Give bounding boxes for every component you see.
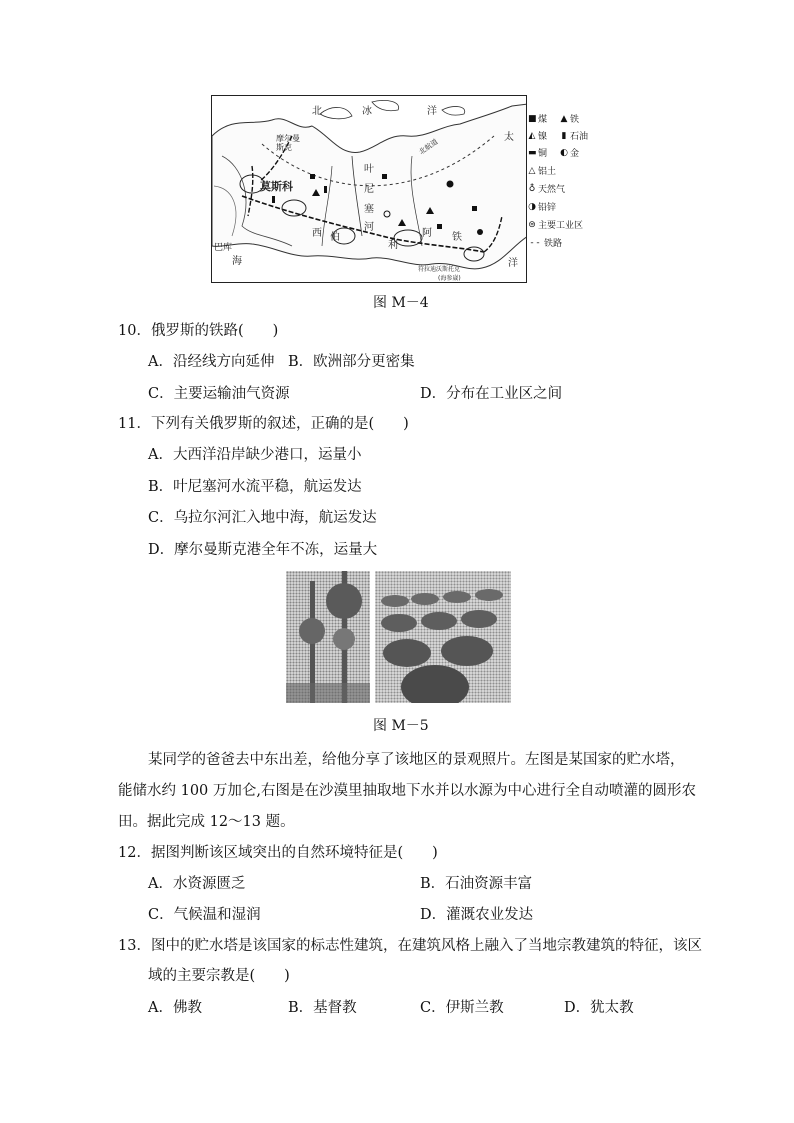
passage-line-1: 某同学的爸爸去中东出差，给他分享了该地区的景观照片。左图是某国家的贮水塔，: [148, 752, 685, 768]
water-tower-photo: [286, 571, 370, 703]
vladivostok-label: 符拉迪沃斯托克: [418, 266, 461, 273]
question-10-option-c: C．主要运输油气资源: [148, 386, 290, 402]
legend-industrial-zone: ⊜ 主要工业区: [528, 219, 584, 231]
map-caption: 图 M－4: [373, 295, 429, 311]
legend-railway: - - 铁路: [528, 236, 562, 249]
question-13-stem-line-2: 域的主要宗教是( ): [148, 968, 290, 984]
bauxite-icon: △: [528, 165, 536, 176]
question-12-stem: 12．据图判断该区域突出的自然环境特征是( ): [118, 845, 438, 861]
water-tower-drawing: [286, 571, 370, 703]
legend-coal: ■ 煤: [528, 113, 548, 125]
siberia-label-3: 利: [388, 240, 398, 251]
yenisei-label-4: 河: [364, 222, 374, 233]
question-10-stem: 10．俄罗斯的铁路( ): [118, 323, 279, 339]
circular-farmland-photo: [375, 571, 511, 703]
question-11-option-d: D．摩尔曼斯克港全年不冻，运量大: [148, 542, 378, 558]
pacific-label-top: 太: [504, 132, 514, 143]
question-13-option-a: A．佛教: [148, 1000, 202, 1016]
siberia-label-1: 西: [312, 228, 322, 239]
question-12-option-c: C．气候温和湿润: [148, 907, 261, 923]
arctic-ocean-label-3: 洋: [427, 106, 437, 117]
nickel-icon: ◭: [528, 130, 536, 141]
rail-label-1: 阿: [422, 228, 432, 239]
lead-zinc-icon: ◑: [528, 201, 536, 212]
photos-caption: 图 M－5: [373, 718, 429, 734]
question-11-stem: 11．下列有关俄罗斯的叙述，正确的是( ): [118, 416, 409, 432]
question-11-option-c: C．乌拉尔河汇入地中海，航运发达: [148, 510, 377, 526]
question-13-stem-line-1: 13．图中的贮水塔是该国家的标志性建筑，在建筑风格上融入了当地宗教建筑的特征，该区: [118, 938, 702, 954]
question-10-option-b: B．欧洲部分更密集: [288, 354, 415, 370]
sea-label: 海: [232, 256, 242, 267]
legend-copper: ▬ 铜: [528, 147, 548, 159]
moscow-label: 莫斯科: [260, 180, 293, 193]
railway-icon: - -: [530, 237, 540, 248]
industrial-zone-icon: ⊜: [528, 219, 536, 230]
murmansk-label: 摩尔曼斯克: [276, 134, 300, 152]
copper-icon: ▬: [528, 147, 537, 158]
russia-resource-map: [211, 95, 527, 283]
question-12-option-a: A．水资源匮乏: [148, 876, 246, 892]
passage-line-2: 能储水约 100 万加仑,右图是在沙漠里抽取地下水并以水源为中心进行全自动喷灌的圆形农: [118, 783, 696, 799]
passage-line-3: 田。据此完成 12～13 题。: [118, 814, 295, 830]
arctic-ocean-label-1: 北: [312, 106, 322, 117]
northern-sea-route-label: 北航道: [417, 137, 440, 157]
rail-label-2: 铁: [452, 232, 462, 243]
siberia-label-2: 伯: [330, 232, 340, 243]
baku-label: 巴库: [214, 243, 233, 253]
question-13-option-d: D．犹太教: [564, 1000, 634, 1016]
pacific-label-bottom: 洋: [508, 258, 518, 269]
question-11-option-b: B．叶尼塞河水流平稳，航运发达: [148, 479, 362, 495]
legend-iron: ▲ 铁: [560, 113, 580, 125]
question-13-option-b: B．基督教: [288, 1000, 357, 1016]
question-13-option-c: C．伊斯兰教: [420, 1000, 504, 1016]
question-12-option-d: D．灌溉农业发达: [420, 907, 534, 923]
legend-lead-zinc: ◑ 铅锌: [528, 201, 557, 213]
arctic-ocean-label-2: 冰: [362, 106, 372, 117]
oil-icon: ▮: [561, 130, 567, 141]
legend-oil: ▮ 石油: [561, 130, 589, 142]
gas-icon: ♁: [528, 183, 536, 194]
question-10-option-d: D．分布在工业区之间: [420, 386, 563, 402]
yenisei-label-2: 尼: [364, 184, 374, 195]
iron-icon: ▲: [560, 113, 568, 124]
vladivostok-label-2: (海参崴): [438, 275, 461, 282]
circular-farmland-drawing: [375, 571, 511, 703]
legend-gas: ♁ 天然气: [528, 183, 566, 195]
yenisei-label-1: 叶: [364, 164, 374, 175]
coal-icon: ■: [528, 113, 537, 124]
yenisei-label-3: 塞: [364, 204, 374, 215]
question-11-option-a: A．大西洋沿岸缺少港口，运量小: [148, 447, 362, 463]
question-12-option-b: B．石油资源丰富: [420, 876, 533, 892]
legend-bauxite: △ 铝土: [528, 165, 557, 177]
legend-nickel: ◭ 镍: [528, 130, 548, 142]
question-10-option-a: A．沿经线方向延伸: [148, 354, 275, 370]
gold-icon: ◐: [560, 147, 568, 158]
legend-gold: ◐ 金: [560, 147, 580, 159]
